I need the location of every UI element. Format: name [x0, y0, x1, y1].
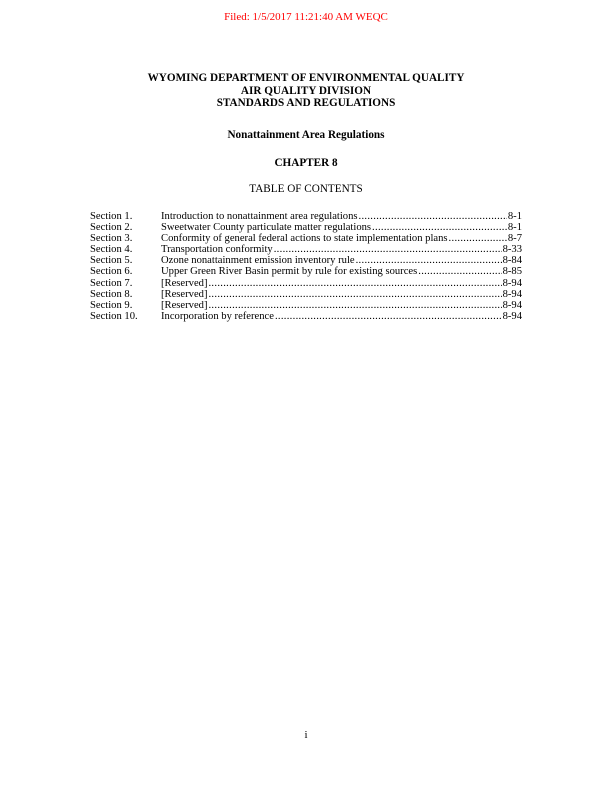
toc-section-title: Sweetwater County particulate matter regulations — [161, 222, 372, 234]
toc-section-number: Section 9. — [90, 299, 133, 311]
toc-section-title: Ozone nonattainment emission inventory rule — [161, 255, 355, 267]
toc-row[interactable] — [90, 233, 522, 244]
toc-page-number: 8-84 — [502, 255, 522, 267]
toc-section-title: [Reserved] — [161, 277, 208, 289]
toc-leader-dots — [449, 233, 507, 244]
toc-section-title: Transportation conformity — [161, 244, 273, 256]
toc-row[interactable] — [90, 300, 522, 311]
toc-row[interactable] — [90, 311, 522, 322]
toc-leader-dots — [208, 278, 501, 289]
toc-leader-dots — [275, 311, 502, 322]
toc-section-number: Section 5. — [90, 255, 133, 267]
toc-page-number: 8-1 — [507, 211, 522, 222]
toc-row[interactable] — [90, 244, 522, 255]
toc-section-title: Upper Green River Basin permit by rule for existing sources — [161, 266, 418, 278]
toc-leader-dots — [208, 300, 501, 311]
toc-section-number: Section 1. — [90, 211, 133, 222]
toc-page-number: 8-94 — [502, 310, 522, 322]
toc-row[interactable] — [90, 289, 522, 300]
toc-section-title: [Reserved] — [161, 288, 208, 300]
toc-section-title: Incorporation by reference — [161, 310, 274, 322]
toc-page-number: 8-94 — [502, 277, 522, 289]
table-of-contents — [90, 211, 522, 322]
toc-page-number: 8-1 — [507, 222, 522, 234]
page-number: i — [304, 729, 308, 741]
toc-section-number: Section 6. — [90, 266, 133, 278]
toc-row[interactable] — [90, 222, 522, 233]
toc-section-number: Section 3. — [90, 233, 133, 245]
toc-row[interactable] — [90, 255, 522, 266]
toc-section-number: Section 8. — [90, 288, 133, 300]
toc-row[interactable] — [90, 278, 522, 289]
toc-leader-dots — [274, 244, 502, 255]
toc-leader-dots — [208, 289, 501, 300]
toc-leader-dots — [372, 222, 507, 233]
toc-section-number: Section 4. — [90, 244, 133, 256]
toc-page-number: 8-94 — [502, 288, 522, 300]
toc-leader-dots — [418, 266, 501, 277]
document-header — [0, 72, 612, 110]
toc-section-title: [Reserved] — [161, 299, 208, 311]
toc-section-number: Section 2. — [90, 222, 133, 234]
toc-section-number: Section 7. — [90, 277, 133, 289]
toc-page-number: 8-94 — [502, 299, 522, 311]
header-standards: STANDARDS AND REGULATIONS — [216, 97, 396, 110]
filed-stamp: Filed: 1/5/2017 11:21:40 AM WEQC — [224, 11, 388, 23]
toc-page-number: 8-7 — [507, 233, 522, 245]
toc-heading: TABLE OF CONTENTS — [249, 183, 363, 195]
chapter-heading: CHAPTER 8 — [274, 157, 338, 169]
toc-row[interactable] — [90, 211, 522, 222]
toc-section-title: Introduction to nonattainment area regulations — [161, 211, 358, 222]
document-subtitle: Nonattainment Area Regulations — [227, 129, 385, 141]
toc-section-title: Conformity of general federal actions to state implementation plans — [161, 233, 448, 245]
toc-leader-dots — [356, 255, 502, 266]
toc-row[interactable] — [90, 266, 522, 277]
toc-section-number: Section 10. — [90, 310, 138, 322]
toc-page-number: 8-33 — [502, 244, 522, 256]
toc-page-number: 8-85 — [502, 266, 522, 278]
header-division: AIR QUALITY DIVISION — [240, 84, 372, 97]
toc-leader-dots — [359, 211, 507, 222]
header-agency: WYOMING DEPARTMENT OF ENVIRONMENTAL QUALITY — [147, 72, 465, 84]
